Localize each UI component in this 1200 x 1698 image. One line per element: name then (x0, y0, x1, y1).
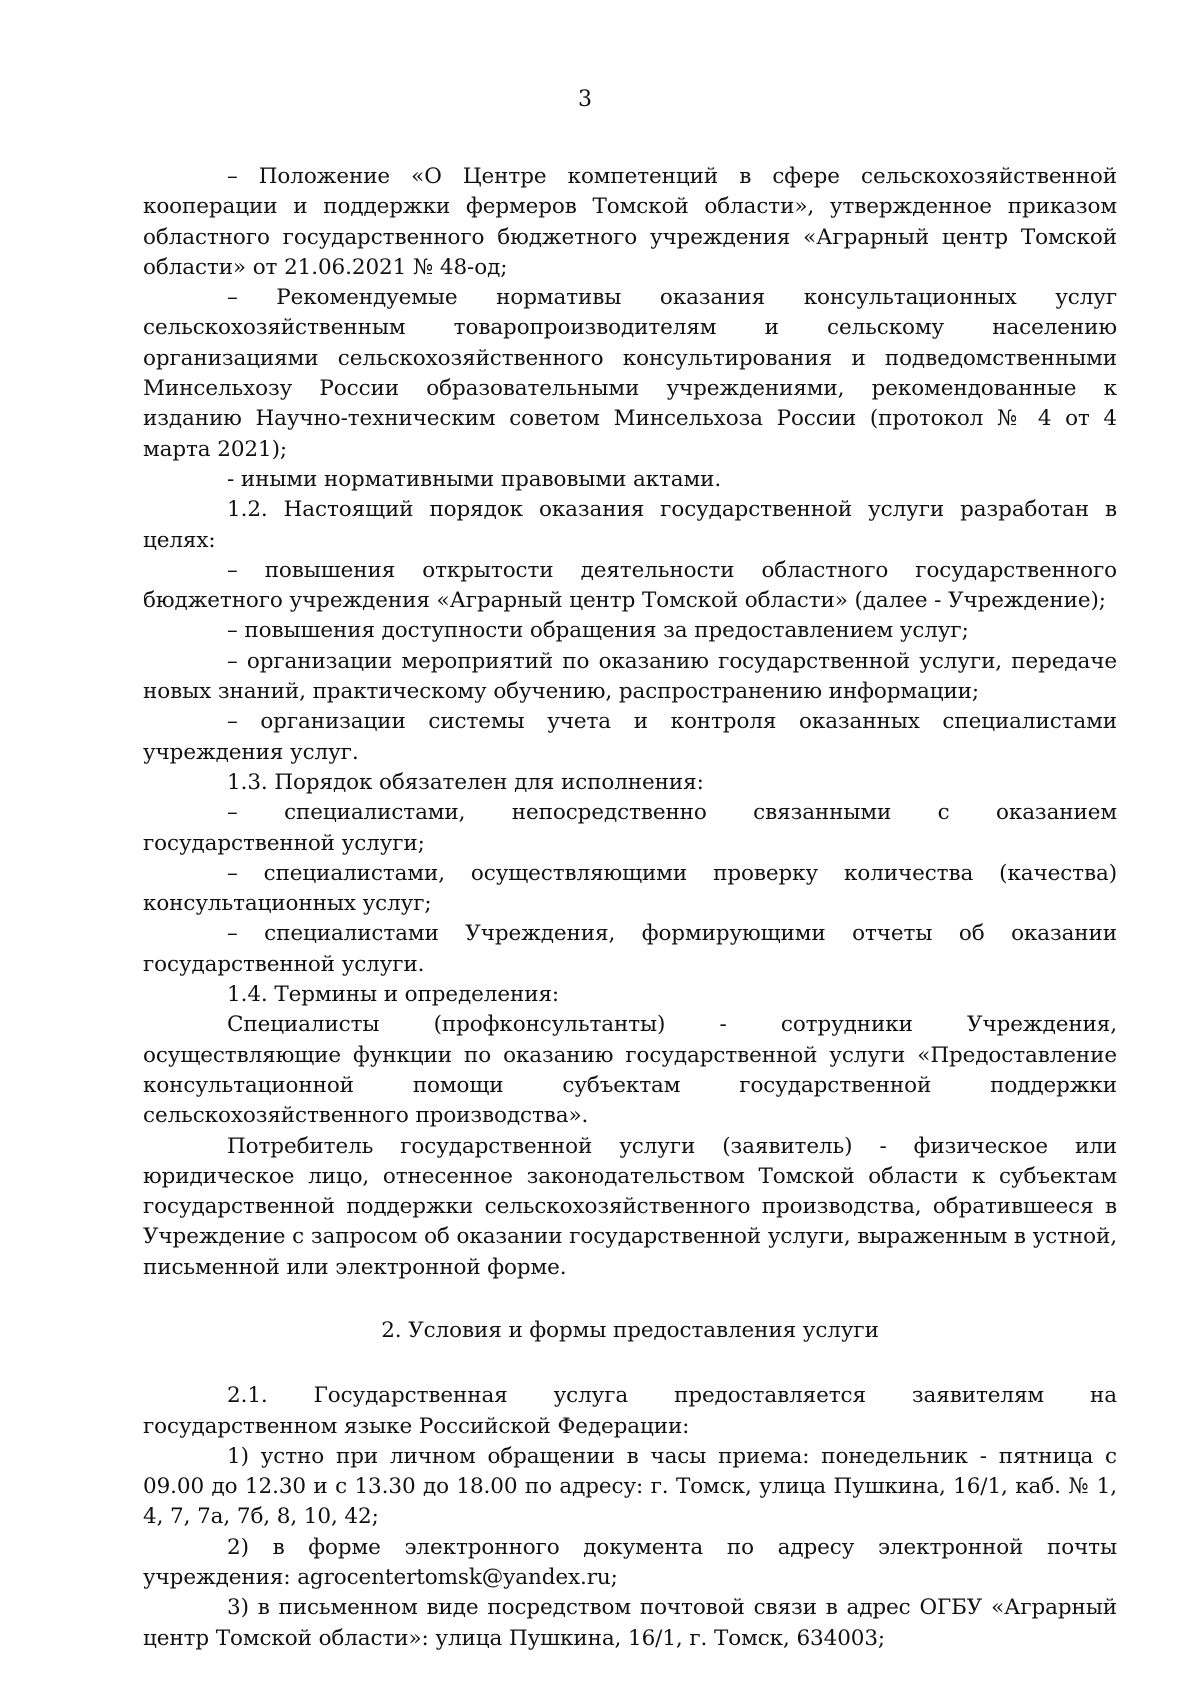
paragraph-regulation: – Положение «О Центре компетенций в сфере сельскохозяйственной кооперации и поддержки фермеров Томской области», утвержденное приказом областного государственного бюджетного учреждения «Аграрный центр Томской области» от 21.06.2021 № 48-од; (143, 164, 1117, 280)
section-2-heading: 2. Условия и формы предоставления услуги (381, 1317, 879, 1343)
paragraph-1-4: 1.4. Термины и определения: (227, 982, 560, 1008)
paragraph-events: – организации мероприятий по оказанию государственной услуги, передаче новых знаний, практическому обучению, распространению информации; (143, 648, 1117, 705)
paragraph-specialists-check: – специалистами, осуществляющими проверку количества (качества) консультационных услуг; (143, 860, 1117, 917)
paragraph-2-1: 2.1. Государственная услуга предоставляется заявителям на государственном языке Российской Федерации: (143, 1383, 1117, 1439)
paragraph-openness: – повышения открытости деятельности областного государственного бюджетного учреждения «Аграрный центр Томской области» (далее - Учреждение); (143, 557, 1117, 614)
document-body (143, 162, 1117, 1654)
paragraph-definition-consumer: Потребитель государственной услуги (заявитель) - физическое или юридическое лицо, отнесенное законодательством Томской области к субъектам государственной поддержки сельскохозяйственного производства, обратившееся в Учреждение с запросом об оказании государственной услуги, выраженным в устной, письменной или электронной форме. (143, 1133, 1117, 1280)
paragraph-oral: 1) устно при личном обращении в часы приема: понедельник - пятница с 09.00 до 12.30 и с 13.30 до 18.00 по адресу: г. Томск, улица Пушкина, 16/1, каб. № 1, 4, 7, 7а, 7б, 8, 10, 42; (143, 1443, 1117, 1530)
paragraph-electronic: 2) в форме электронного документа по адресу электронной почты учреждения: agrocentertomsk@yandex.ru; (143, 1534, 1117, 1591)
paragraph-other-acts: - иными нормативными правовыми актами. (227, 466, 722, 492)
page-number: 3 (578, 87, 592, 112)
paragraph-norms: – Рекомендуемые нормативы оказания консультационных услуг сельскохозяйственным товаропроизводителям и сельскому населению организациями сельскохозяйственного консультирования и подведомственными Минсельхозу России образовательными учреждениями, рекомендованные к изданию Научно-техническим советом Минсельхоза России (протокол № 4 от 4 марта 2021); (143, 285, 1117, 462)
paragraph-specialists-reports: – специалистами Учреждения, формирующими отчеты об оказании государственной услуги. (143, 921, 1117, 977)
paragraph-1-3: 1.3. Порядок обязателен для исполнения: (227, 769, 704, 795)
paragraph-specialists-direct: – специалистами, непосредственно связанными с оказанием государственной услуги; (143, 800, 1117, 856)
paragraph-definition-specialists: Специалисты (профконсультанты) - сотрудники Учреждения, осуществляющие функции по оказанию государственной услуги «Предоставление консультационной помощи субъектам государственной поддержки сельскохозяйственного производства». (143, 1012, 1117, 1129)
paragraph-1-2: 1.2. Настоящий порядок оказания государственной услуги разработан в целях: (143, 497, 1117, 553)
paragraph-accounting: – организации системы учета и контроля оказанных специалистами учреждения услуг. (143, 709, 1117, 765)
paragraph-postal: 3) в письменном виде посредством почтовой связи в адрес ОГБУ «Аграрный центр Томской области»: улица Пушкина, 16/1, г. Томск, 634003; (143, 1595, 1117, 1651)
paragraph-accessibility: – повышения доступности обращения за предоставлением услуг; (227, 618, 969, 644)
